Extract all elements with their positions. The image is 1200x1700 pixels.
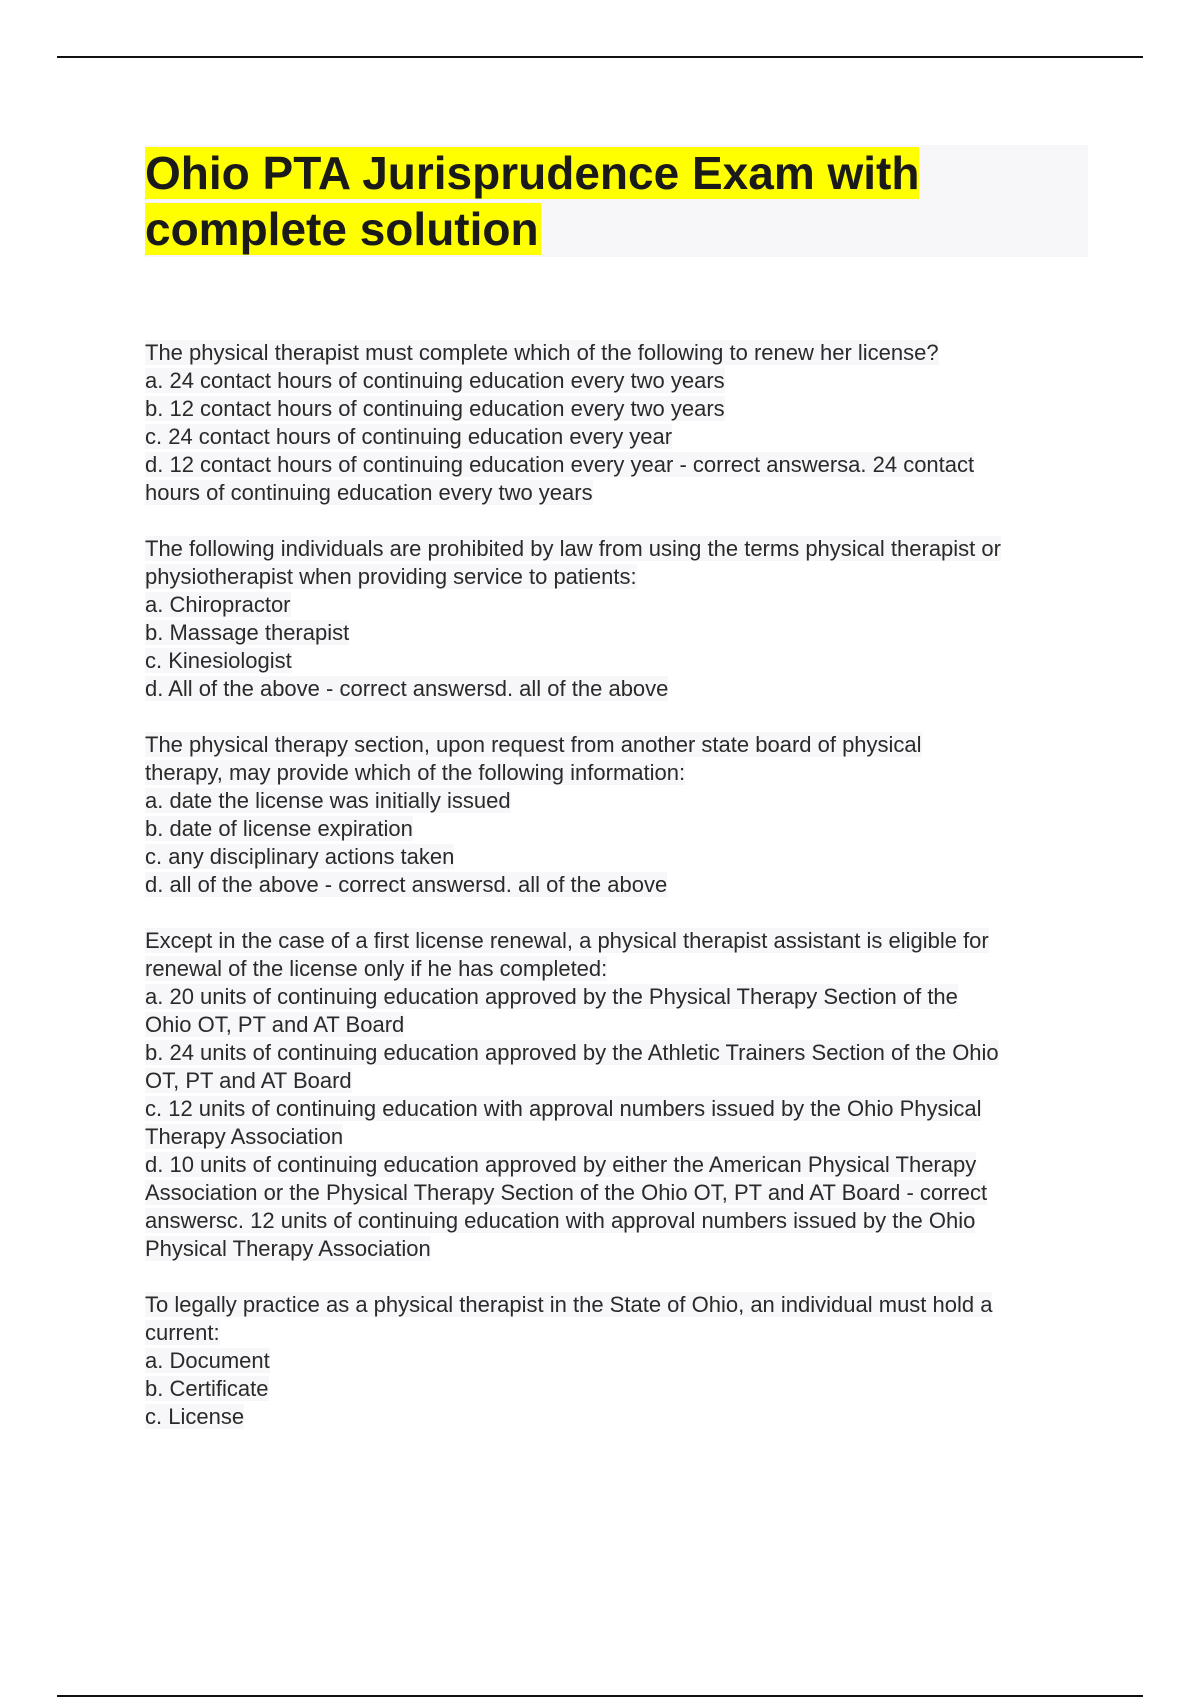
question-block	[145, 731, 1095, 899]
line-text: d. all of the above - correct answersd. all of the above	[145, 872, 668, 897]
question-line	[145, 787, 1095, 815]
question-text-line	[145, 927, 1095, 955]
question-line	[145, 395, 1095, 423]
question-line	[145, 1375, 1095, 1403]
question-line	[145, 955, 1095, 983]
line-text: Physical Therapy Association	[145, 1236, 431, 1261]
line-text: Association or the Physical Therapy Section of the Ohio OT, PT and AT Board - correct	[145, 1180, 988, 1205]
title-block	[145, 145, 1088, 257]
question-line	[145, 1123, 1095, 1151]
line-text: d. 10 units of continuing education approved by either the American Physical Therapy	[145, 1152, 977, 1177]
line-text: The physical therapist must complete which of the following to renew her license?	[145, 340, 939, 365]
page-title	[145, 145, 1088, 257]
line-text: a. 24 contact hours of continuing education every two years	[145, 368, 725, 393]
line-text: physiotherapist when providing service to patients:	[145, 564, 637, 589]
question-line	[145, 647, 1095, 675]
line-text: c. 12 units of continuing education with approval numbers issued by the Ohio Physical	[145, 1096, 982, 1121]
question-line	[145, 759, 1095, 787]
question-line	[145, 367, 1095, 395]
question-line	[145, 563, 1095, 591]
line-text: hours of continuing education every two years	[145, 480, 593, 505]
line-text: Except in the case of a first license renewal, a physical therapist assistant is eligible for	[145, 928, 989, 953]
line-text: b. date of license expiration	[145, 816, 413, 841]
line-text: a. date the license was initially issued	[145, 788, 511, 813]
question-text-line	[145, 535, 1095, 563]
question-line	[145, 1151, 1095, 1179]
line-text: a. Chiropractor	[145, 592, 291, 617]
line-text: a. Document	[145, 1348, 270, 1373]
question-line	[145, 815, 1095, 843]
page-title-text: Ohio PTA Jurisprudence Exam with complete solution	[145, 147, 920, 255]
question-line	[145, 1207, 1095, 1235]
line-text: therapy, may provide which of the following information:	[145, 760, 686, 785]
question-line	[145, 451, 1095, 479]
top-divider	[57, 56, 1143, 58]
line-text: b. 12 contact hours of continuing education every two years	[145, 396, 725, 421]
line-text: current:	[145, 1320, 220, 1345]
line-text: The physical therapy section, upon request from another state board of physical	[145, 732, 922, 757]
line-text: b. 24 units of continuing education approved by the Athletic Trainers Section of the Ohio	[145, 1040, 999, 1065]
line-text: a. 20 units of continuing education approved by the Physical Therapy Section of the	[145, 984, 958, 1009]
question-block	[145, 339, 1095, 507]
line-text: answersc. 12 units of continuing education with approval numbers issued by the Ohio	[145, 1208, 976, 1233]
line-text: Ohio OT, PT and AT Board	[145, 1012, 405, 1037]
question-block	[145, 1291, 1095, 1431]
question-line	[145, 1235, 1095, 1263]
line-text: c. any disciplinary actions taken	[145, 844, 455, 869]
line-text: b. Certificate	[145, 1376, 269, 1401]
question-line	[145, 1179, 1095, 1207]
question-line	[145, 591, 1095, 619]
question-text-line	[145, 731, 1095, 759]
question-line	[145, 479, 1095, 507]
question-line	[145, 843, 1095, 871]
line-text: To legally practice as a physical therapist in the State of Ohio, an individual must hold a	[145, 1292, 993, 1317]
question-line	[145, 1403, 1095, 1431]
question-line	[145, 1067, 1095, 1095]
bottom-divider	[57, 1695, 1143, 1697]
line-text: c. 24 contact hours of continuing education every year	[145, 424, 673, 449]
question-line	[145, 1319, 1095, 1347]
question-block	[145, 535, 1095, 703]
line-text: c. Kinesiologist	[145, 648, 292, 673]
question-list	[145, 339, 1095, 1459]
question-line	[145, 983, 1095, 1011]
line-text: d. All of the above - correct answersd. all of the above	[145, 676, 669, 701]
line-text: b. Massage therapist	[145, 620, 350, 645]
question-text-line	[145, 1291, 1095, 1319]
line-text: Therapy Association	[145, 1124, 344, 1149]
line-text: The following individuals are prohibited by law from using the terms physical therapist or	[145, 536, 1001, 561]
question-text-line	[145, 339, 1095, 367]
question-line	[145, 675, 1095, 703]
question-line	[145, 1095, 1095, 1123]
question-line	[145, 1347, 1095, 1375]
question-line	[145, 1011, 1095, 1039]
question-line	[145, 1039, 1095, 1067]
line-text: renewal of the license only if he has completed:	[145, 956, 608, 981]
question-line	[145, 871, 1095, 899]
question-line	[145, 619, 1095, 647]
line-text: c. License	[145, 1404, 245, 1429]
line-text: OT, PT and AT Board	[145, 1068, 352, 1093]
question-line	[145, 423, 1095, 451]
question-block	[145, 927, 1095, 1263]
line-text: d. 12 contact hours of continuing education every year - correct answersa. 24 contact	[145, 452, 975, 477]
